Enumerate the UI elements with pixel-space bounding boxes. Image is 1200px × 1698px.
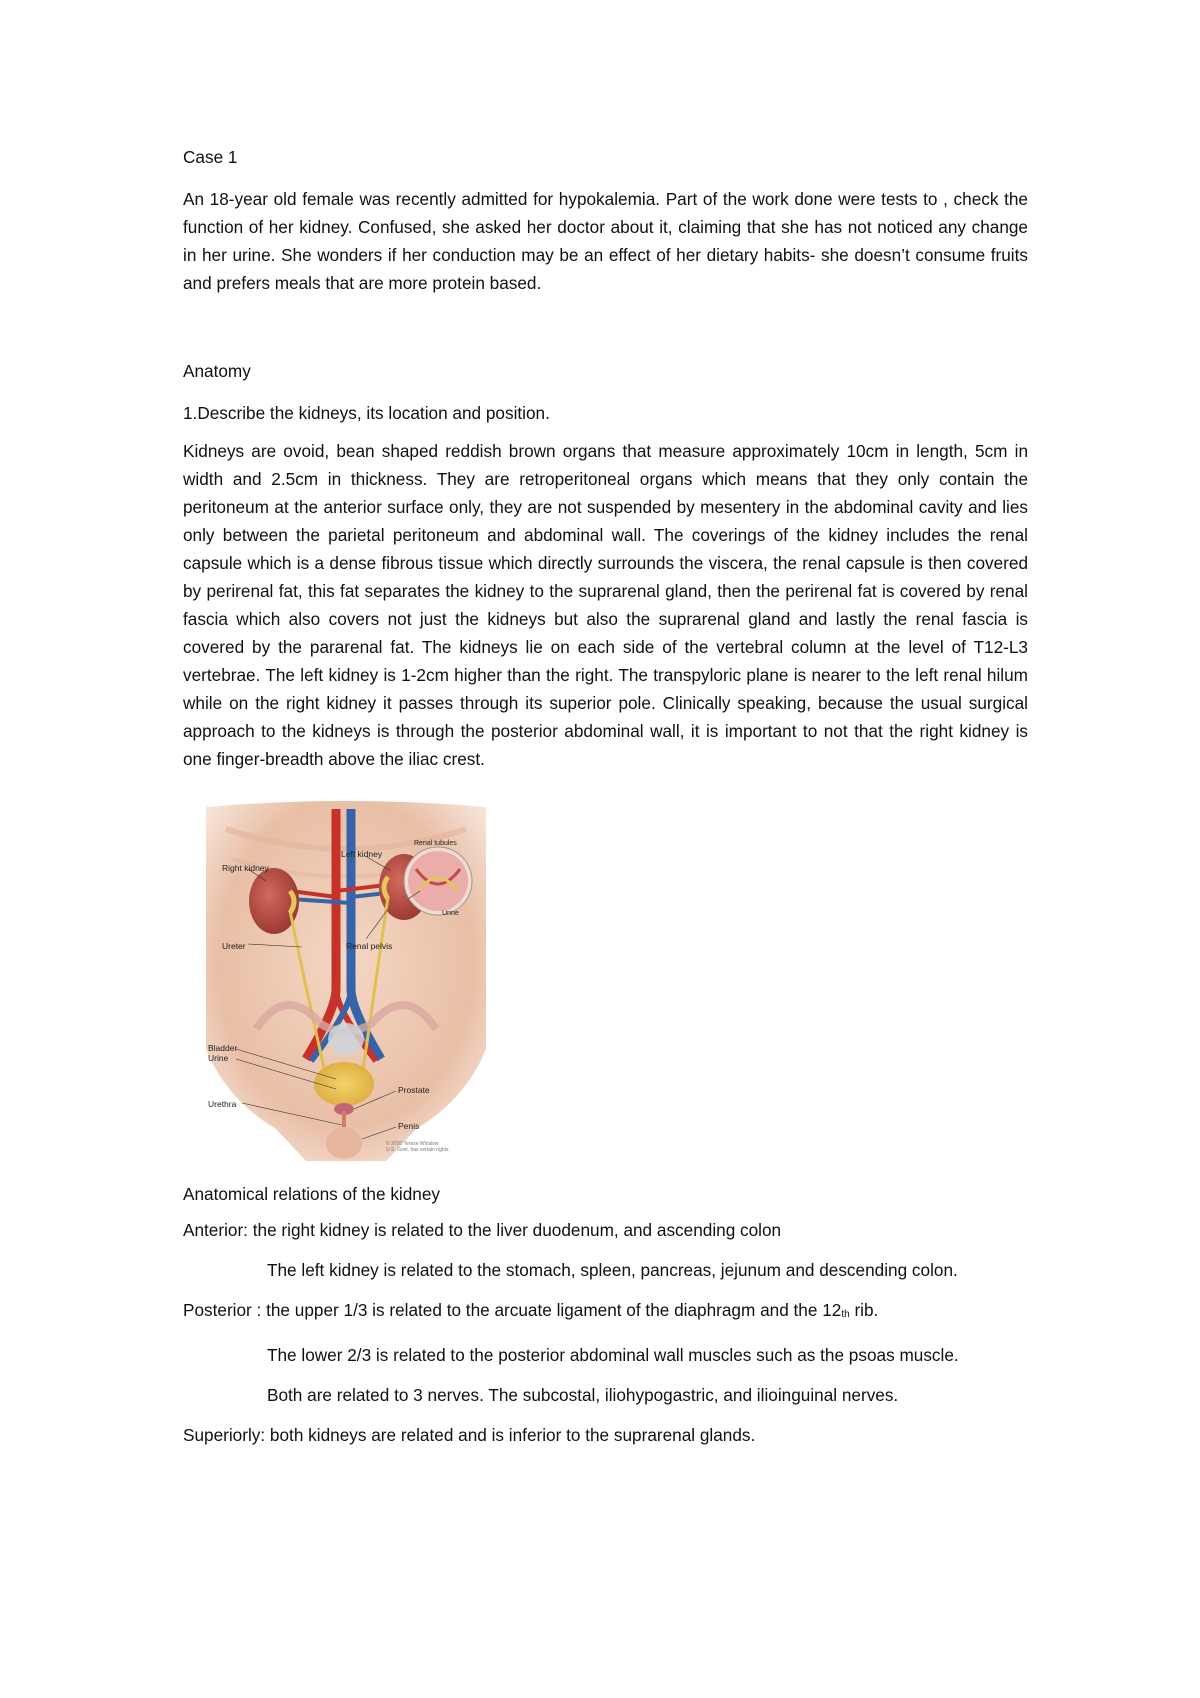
anatomy-answer: Kidneys are ovoid, bean shaped reddish brown organs that measure approximately 10cm in length, 5cm in width and 2.5cm in thickness. They are retroperitoneal organs which means that they only contain the peritoneum at the anterior surface only, they are not suspended by mesentery in the abdominal cavity and lies only between the parietal peritoneum and abdominal wall. The coverings of the kidney includes the renal capsule which is a dense fibrous tissue which directly surrounds the viscera, the renal capsule is then covered by perirenal fat, this fat separates the kidney to the suprarenal gland, then the perirenal fat is covered by renal fascia which also covers not just the kidneys but also the suprarenal gland and lastly the renal fascia is covered by the pararenal fat. The kidneys lie on each side of the vertebral column at the level of T12-L3 vertebrae. The left kidney is 1-2cm higher than the right. The transpyloric plane is nearer to the left renal hilum while on the right kidney it passes through its superior pole. Clinically speaking, because the usual surgical approach to the kidneys is through the posterior abdominal wall, it is important to not that the right kidney is one finger-breadth above the iliac crest. [183,441,1028,769]
case-paragraph: An 18-year old female was recently admitted for hypokalemia. Part of the work done were tests to , check the function of her kidney. Confused, she asked her doctor about it, claiming that she has not noticed any change in her urine. She wonders if her conduction may be an effect of her dietary habits- she doesn’t consume fruits and prefers meals that are more protein based. [183,189,1028,293]
label-penis: Penis [398,1121,420,1131]
label-copyright: © 2010 Terese Winslow [386,1141,439,1147]
label-urine-bladder: Urine [208,1053,229,1063]
posterior-superscript: th [841,1309,850,1320]
label-urethra: Urethra [208,1099,237,1109]
anatomy-question: 1.Describe the kidneys, its location and position. [183,403,550,423]
label-urine-top: Urine [442,910,459,917]
label-bladder: Bladder [208,1043,238,1053]
posterior-end: rib. [849,1300,879,1320]
relation-anterior-left: The left kidney is related to the stomach, spleen, pancreas, jejunum and descending colon. [267,1260,958,1280]
label-right-kidney: Right kidney [222,863,269,873]
relation-posterior [183,1297,1028,1328]
anatomy-heading: Anatomy [183,361,251,381]
relation-posterior-lower: The lower 2/3 is related to the posterior abdominal wall muscles such as the psoas muscle. [267,1345,959,1365]
relation-posterior-nerves: Both are related to 3 nerves. The subcostal, iliohypogastric, and ilioinguinal nerves. [267,1385,899,1405]
superiorly-label: Superiorly: [183,1425,266,1445]
relation-superiorly [183,1422,1028,1448]
label-copyright-rights: U.S. Govt. has certain rights [386,1147,449,1153]
document-body [183,143,1028,1448]
case-title: Case 1 [183,147,238,167]
label-renal-pelvis: Renal pelvis [346,941,393,951]
anterior-text: the right kidney is related to the liver duodenum, and ascending colon [247,1220,782,1240]
label-ureter: Ureter [222,941,246,951]
label-prostate: Prostate [398,1085,430,1095]
posterior-text: the upper 1/3 is related to the arcuate ligament of the diaphragm and the 12 [261,1300,842,1320]
label-renal-tubules: Renal tubules [414,840,457,847]
relation-anterior [183,1217,1028,1243]
posterior-label: Posterior : [183,1300,262,1320]
superiorly-text: both kidneys are related and is inferior to the suprarenal glands. [265,1425,756,1445]
urinary-system-illustration [186,799,506,1161]
relations-heading: Anatomical relations of the kidney [183,1184,440,1204]
anterior-label: Anterior: [183,1220,248,1240]
label-left-kidney: Left kidney [341,849,383,859]
